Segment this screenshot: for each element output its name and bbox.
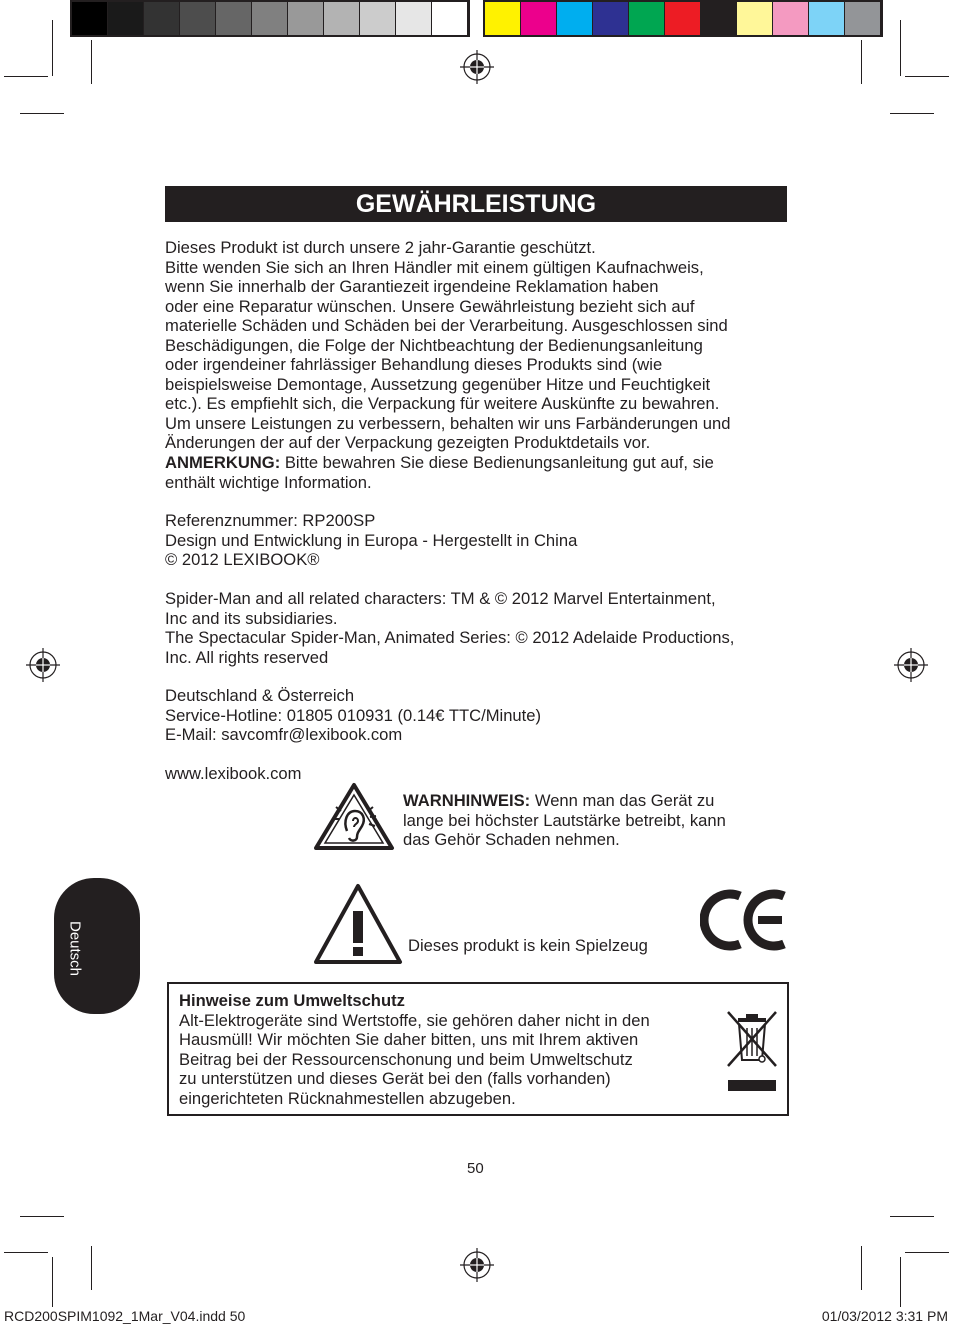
text-line: Beitrag bei der Ressourcenschonung und beim Umweltschutz [179, 1049, 633, 1069]
text-line: Um unsere Leistungen zu verbessern, behalten wir uns Farbänderungen und [165, 413, 731, 433]
color-swatch [629, 2, 665, 35]
registration-mark-icon [460, 50, 494, 84]
color-swatch [773, 2, 809, 35]
crop-mark [861, 1246, 862, 1290]
color-swatch [252, 2, 288, 35]
registration-mark-icon [894, 648, 928, 682]
text-line: zu unterstützen und dieses Gerät bei den (falls vorhanden) [179, 1069, 611, 1088]
color-swatch [108, 2, 144, 35]
registration-mark-icon [26, 648, 60, 682]
color-bar [483, 0, 883, 37]
warning-line: lange bei höchster Lautstärke betreibt, kann [403, 810, 726, 830]
warning-label: WARNHINWEIS: [403, 791, 531, 810]
text-line: Service-Hotline: 01805 010931 (0.14€ TTC/Minute) [165, 705, 542, 725]
crop-mark [4, 76, 48, 77]
crop-mark [905, 1252, 949, 1253]
warranty-text [165, 238, 730, 453]
contact-block [165, 686, 541, 745]
warning-line: das Gehör Schaden nehmen. [403, 830, 620, 849]
language-tab-label: Deutsch [66, 920, 84, 977]
crop-mark [900, 1257, 901, 1307]
color-swatch [809, 2, 845, 35]
crop-mark [91, 40, 92, 84]
grayscale-bar [70, 0, 470, 37]
text-line: Hausmüll! Wir möchten Sie daher bitten, uns mit Ihrem aktiven [179, 1030, 639, 1049]
color-swatch [701, 2, 737, 35]
weee-bin-icon [718, 1004, 784, 1094]
legal-text [165, 589, 734, 667]
text-line: Änderungen der auf der Verpackung gezeigten Produktdetails vor. [165, 433, 651, 452]
page-number: 50 [467, 1160, 484, 1177]
color-swatch [432, 2, 468, 35]
reference-block [165, 511, 577, 570]
crop-mark [52, 1257, 53, 1307]
text-line: Inc. All rights reserved [165, 647, 329, 667]
crop-mark [52, 20, 53, 76]
text-line: oder eine Reparatur wünschen. Unsere Gewährleistung bezieht sich auf [165, 296, 695, 316]
text-line: Inc and its subsidiaries. [165, 608, 338, 628]
note-label: ANMERKUNG: [165, 453, 281, 472]
color-swatch [144, 2, 180, 35]
crop-mark [890, 113, 934, 114]
color-swatch [216, 2, 252, 35]
text-line: Spider-Man and all related characters: TM & © 2012 Marvel Entertainment, [165, 589, 716, 608]
environment-text [179, 991, 650, 1108]
copyright: © 2012 LEXIBOOK® [165, 550, 320, 569]
footer-timestamp: 01/03/2012 3:31 PM [821, 1308, 948, 1324]
text-line: materielle Schäden und Schäden bei der Verarbeitung. Ausgeschlossen sind [165, 316, 728, 335]
warning-text [403, 791, 726, 850]
text-line: Beschädigungen, die Folge der Nichtbeachtung der Bedienungsanleitung [165, 335, 703, 355]
color-swatch [521, 2, 557, 35]
design-origin: Design und Entwicklung in Europa - Hergestellt in China [165, 530, 578, 550]
color-swatch [557, 2, 593, 35]
crop-mark [20, 113, 64, 114]
ce-mark-icon [700, 888, 790, 952]
website-link[interactable]: www.lexibook.com [165, 764, 302, 783]
text-line: etc.). Es empfiehlt sich, die Verpackung für weitere Auskünfte zu bewahren. [165, 394, 720, 413]
page-title: GEWÄHRLEISTUNG [165, 186, 787, 222]
text-line: Dieses Produkt ist durch unsere 2 jahr-Garantie geschützt. [165, 238, 596, 257]
footer-file-info: RCD200SPIM1092_1Mar_V04.indd 50 [4, 1308, 246, 1324]
reference-number: Referenznummer: RP200SP [165, 511, 376, 530]
note-body-cont: enthält wichtige Information. [165, 472, 372, 492]
color-swatch [485, 2, 521, 35]
color-swatch [180, 2, 216, 35]
toy-notice: Dieses produkt is kein Spielzeug [408, 936, 648, 955]
crop-mark [890, 1216, 934, 1217]
crop-mark [861, 40, 862, 84]
text-line: Deutschland & Österreich [165, 686, 355, 705]
crop-mark [900, 20, 901, 76]
warning-line: Wenn man das Gerät zu [530, 791, 715, 810]
color-swatch [593, 2, 629, 35]
crop-mark [905, 76, 949, 77]
color-swatch [288, 2, 324, 35]
note-text [165, 453, 714, 492]
color-swatch [324, 2, 360, 35]
color-swatch [845, 2, 881, 35]
text-line: wenn Sie innerhalb der Garantiezeit irgendeine Reklamation haben [165, 277, 659, 296]
color-swatch [396, 2, 432, 35]
text-line: E-Mail: savcomfr@lexibook.com [165, 725, 403, 744]
text-line: The Spectacular Spider-Man, Animated Series: © 2012 Adelaide Productions, [165, 628, 735, 647]
color-swatch [665, 2, 701, 35]
text-line: eingerichteten Rücknahmestellen abzugeben. [179, 1088, 516, 1108]
text-line: beispielsweise Demontage, Aussetzung gegenüber Hitze und Feuchtigkeit [165, 374, 711, 394]
environment-title: Hinweise zum Umweltschutz [179, 991, 405, 1010]
registration-mark-icon [460, 1248, 494, 1282]
crop-mark [91, 1246, 92, 1290]
note-body: Bitte bewahren Sie diese Bedienungsanleitung gut auf, sie [280, 453, 714, 472]
color-swatch [360, 2, 396, 35]
hearing-warning-icon [313, 781, 395, 851]
color-swatch [737, 2, 773, 35]
text-line: oder irgendeiner fahrlässiger Behandlung dieses Produkts sind (wie [165, 355, 663, 374]
exclamation-warning-icon [313, 883, 403, 965]
text-line: Bitte wenden Sie sich an Ihren Händler mit einem gültigen Kaufnachweis, [165, 257, 704, 277]
text-line: Alt-Elektrogeräte sind Wertstoffe, sie gehören daher nicht in den [179, 1010, 650, 1030]
crop-mark [4, 1252, 48, 1253]
crop-mark [20, 1216, 64, 1217]
color-swatch [72, 2, 108, 35]
